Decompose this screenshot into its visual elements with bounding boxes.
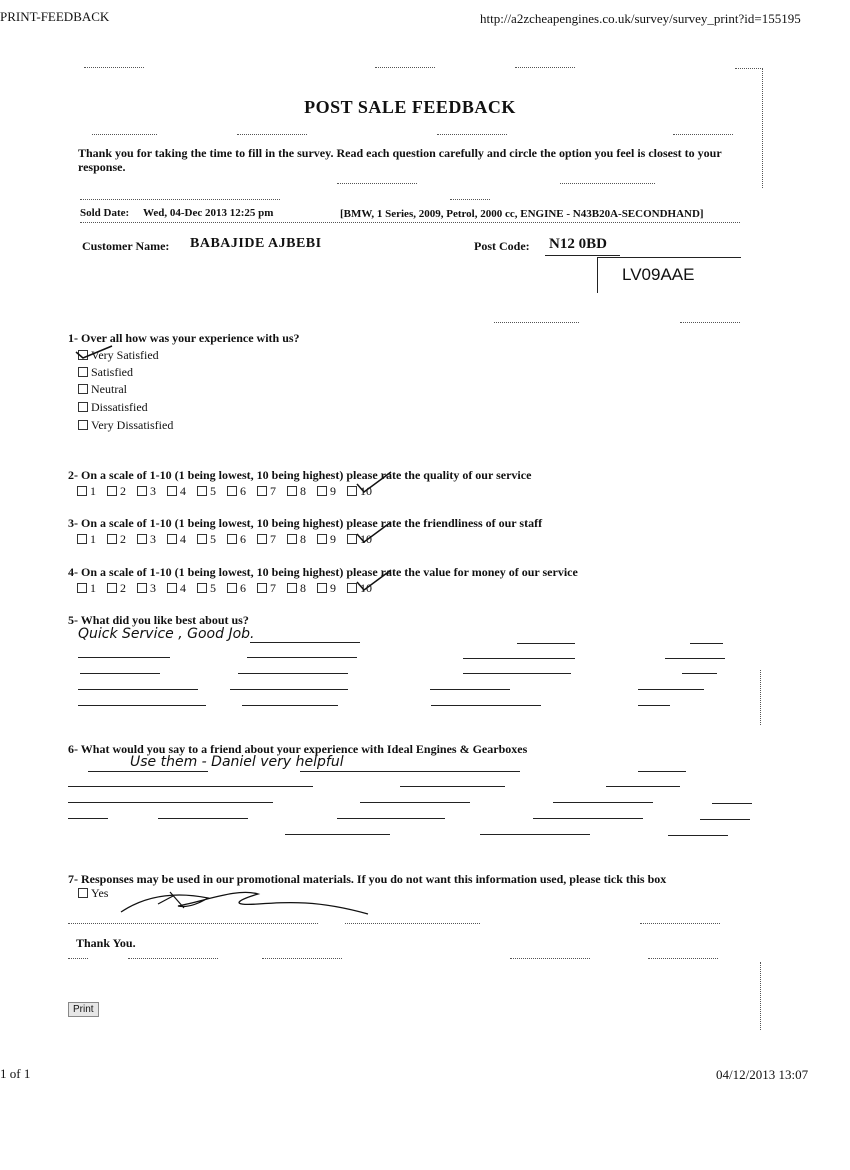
q1-option-neutral[interactable]: Neutral (78, 382, 127, 397)
scale-option[interactable]: 9 (317, 532, 347, 547)
registration-value: LV09AAE (622, 265, 695, 284)
page-url: http://a2zcheapengines.co.uk/survey/survey_print?id=155195 (480, 11, 801, 26)
scale-option[interactable]: 1 (77, 532, 107, 547)
answer-line (88, 771, 208, 772)
q5-handwritten-answer: Quick Service , Good Job. (78, 626, 255, 642)
scale-option[interactable]: 8 (287, 581, 317, 596)
answer-line (463, 673, 571, 674)
dotted-line (80, 199, 280, 200)
dotted-line (68, 958, 88, 959)
customer-name-value: BABAJIDE AJBEBI (190, 236, 322, 251)
post-code-label: Post Code: (474, 239, 530, 253)
page-header-title: PRINT-FEEDBACK (0, 9, 110, 24)
answer-line (606, 786, 680, 787)
answer-line (68, 818, 108, 819)
dotted-line (640, 923, 720, 924)
dotted-line (128, 958, 218, 959)
scale-option[interactable]: 2 (107, 532, 137, 547)
answer-line (690, 643, 723, 644)
q1-option-very-satisfied[interactable]: Very Satisfied (78, 348, 159, 363)
question-1: 1- Over all how was your experience with us? (68, 331, 300, 345)
answer-line (300, 771, 520, 772)
answer-line (682, 673, 717, 674)
dotted-line (92, 134, 157, 135)
dotted-line (375, 67, 435, 68)
checkmark-icon (355, 520, 395, 546)
answer-line (238, 673, 348, 674)
answer-line (80, 673, 160, 674)
dotted-border (762, 68, 763, 188)
question-4: 4- On a scale of 1-10 (1 being lowest, 10 being highest) please rate the value for money of our service (68, 565, 578, 579)
print-timestamp: 04/12/2013 13:07 (716, 1067, 809, 1082)
scale-option[interactable]: 5 (197, 532, 227, 547)
q1-option-very-dissatisfied[interactable]: Very Dissatisfied (78, 418, 173, 433)
answer-line (668, 835, 728, 836)
q6-handwritten-answer: Use them - Daniel very helpful (130, 754, 344, 770)
scale-option[interactable]: 5 (197, 484, 227, 499)
intro-text: Thank you for taking the time to fill in the survey. Read each question carefully and circle the option you feel is closest to your response. (78, 146, 722, 174)
scale-option[interactable]: 10 (347, 581, 377, 596)
answer-line (68, 786, 313, 787)
answer-line (638, 689, 704, 690)
scale-option[interactable]: 3 (137, 484, 167, 499)
scale-option[interactable]: 3 (137, 581, 167, 596)
scale-option[interactable]: 4 (167, 484, 197, 499)
answer-line (431, 705, 541, 706)
answer-line (78, 705, 206, 706)
answer-line (638, 705, 670, 706)
checkmark-icon (355, 568, 395, 594)
dotted-line (237, 134, 307, 135)
thank-you-text: Thank You. (76, 936, 136, 950)
dotted-border (760, 670, 761, 725)
dotted-line (337, 183, 417, 184)
checkbox[interactable] (78, 420, 88, 430)
sold-date-value: Wed, 04-Dec 2013 12:25 pm (143, 207, 274, 219)
page-count: 1 of 1 (0, 1066, 31, 1081)
sold-date-label: Sold Date: (80, 207, 130, 219)
dotted-line (450, 199, 490, 200)
dotted-line (510, 958, 590, 959)
scale-option[interactable]: 2 (107, 484, 137, 499)
checkbox[interactable] (78, 402, 88, 412)
answer-line (638, 771, 686, 772)
dotted-line (437, 134, 507, 135)
scale-option[interactable]: 10 (347, 484, 377, 499)
dotted-border (760, 962, 761, 1030)
scale-option[interactable]: 9 (317, 581, 347, 596)
answer-line (430, 689, 510, 690)
dotted-line (84, 67, 144, 68)
answer-line (247, 657, 357, 658)
answer-line (480, 834, 590, 835)
dotted-line (68, 923, 318, 924)
scale-option[interactable]: 7 (257, 581, 287, 596)
page-title: POST SALE FEEDBACK (304, 97, 516, 117)
answer-line (517, 643, 575, 644)
answer-line (553, 802, 653, 803)
vehicle-info: [BMW, 1 Series, 2009, Petrol, 2000 cc, ENGINE - N43B20A-SECONDHAND] (340, 208, 704, 220)
checkmark-icon (355, 470, 395, 496)
scale-option[interactable]: 9 (317, 484, 347, 499)
scale-option[interactable]: 3 (137, 532, 167, 547)
checkbox[interactable] (78, 367, 88, 377)
print-button[interactable]: Print (68, 1002, 99, 1017)
dotted-line (262, 958, 342, 959)
scale-option[interactable]: 5 (197, 581, 227, 596)
post-code-value: N12 0BD (549, 236, 607, 252)
question-2: 2- On a scale of 1-10 (1 being lowest, 10 being highest) please rate the quality of our service (68, 468, 532, 482)
scale-option[interactable]: 10 (347, 532, 377, 547)
answer-line (533, 818, 643, 819)
question-3: 3- On a scale of 1-10 (1 being lowest, 10 being highest) please rate the friendliness of our staff (68, 516, 543, 530)
answer-line (712, 803, 752, 804)
answer-line (68, 802, 273, 803)
answer-line (285, 834, 390, 835)
question-6: 6- What would you say to a friend about your experience with Ideal Engines & Gearboxes (68, 742, 528, 756)
question-5: 5- What did you like best about us? (68, 613, 249, 627)
dotted-line (345, 923, 480, 924)
answer-line (400, 786, 505, 787)
checkmark-icon (74, 343, 114, 361)
checkbox[interactable] (78, 888, 88, 898)
dotted-line (673, 134, 733, 135)
answer-line (158, 818, 248, 819)
answer-line (337, 818, 445, 819)
scale-option[interactable]: 6 (227, 484, 257, 499)
dotted-line (648, 958, 718, 959)
q1-option-dissatisfied[interactable]: Dissatisfied (78, 400, 148, 415)
scale-option[interactable]: 7 (257, 484, 287, 499)
dotted-line (515, 67, 575, 68)
q7-option-yes[interactable]: Yes (78, 886, 108, 901)
scale-option[interactable]: 2 (107, 581, 137, 596)
answer-line (250, 642, 360, 643)
answer-line (463, 658, 575, 659)
question-7: 7- Responses may be used in our promotional materials. If you do not want this information used, please tick this box (68, 872, 667, 886)
dotted-line (494, 322, 579, 323)
answer-line (230, 689, 348, 690)
scale-option[interactable]: 8 (287, 532, 317, 547)
q3-scale[interactable] (77, 532, 377, 547)
scale-option[interactable]: 6 (227, 532, 257, 547)
checkbox[interactable] (78, 384, 88, 394)
answer-line (360, 802, 470, 803)
dotted-line (560, 183, 655, 184)
customer-name-label: Customer Name: (82, 239, 170, 253)
dotted-line (80, 222, 740, 223)
scale-option[interactable]: 4 (167, 532, 197, 547)
answer-line (242, 705, 338, 706)
scale-option[interactable]: 1 (77, 484, 107, 499)
scale-option[interactable]: 6 (227, 581, 257, 596)
answer-line (665, 658, 725, 659)
answer-line (78, 689, 198, 690)
scale-option[interactable]: 4 (167, 581, 197, 596)
dotted-line (680, 322, 740, 323)
q2-scale[interactable] (77, 484, 377, 499)
answer-line (78, 657, 170, 658)
scale-option[interactable]: 7 (257, 532, 287, 547)
q1-option-satisfied[interactable]: Satisfied (78, 365, 133, 380)
answer-line (700, 819, 750, 820)
signature-icon (118, 884, 378, 918)
dotted-line (735, 68, 763, 69)
q4-scale[interactable] (77, 581, 377, 596)
scale-option[interactable]: 1 (77, 581, 107, 596)
underline (545, 255, 620, 256)
scale-option[interactable]: 8 (287, 484, 317, 499)
